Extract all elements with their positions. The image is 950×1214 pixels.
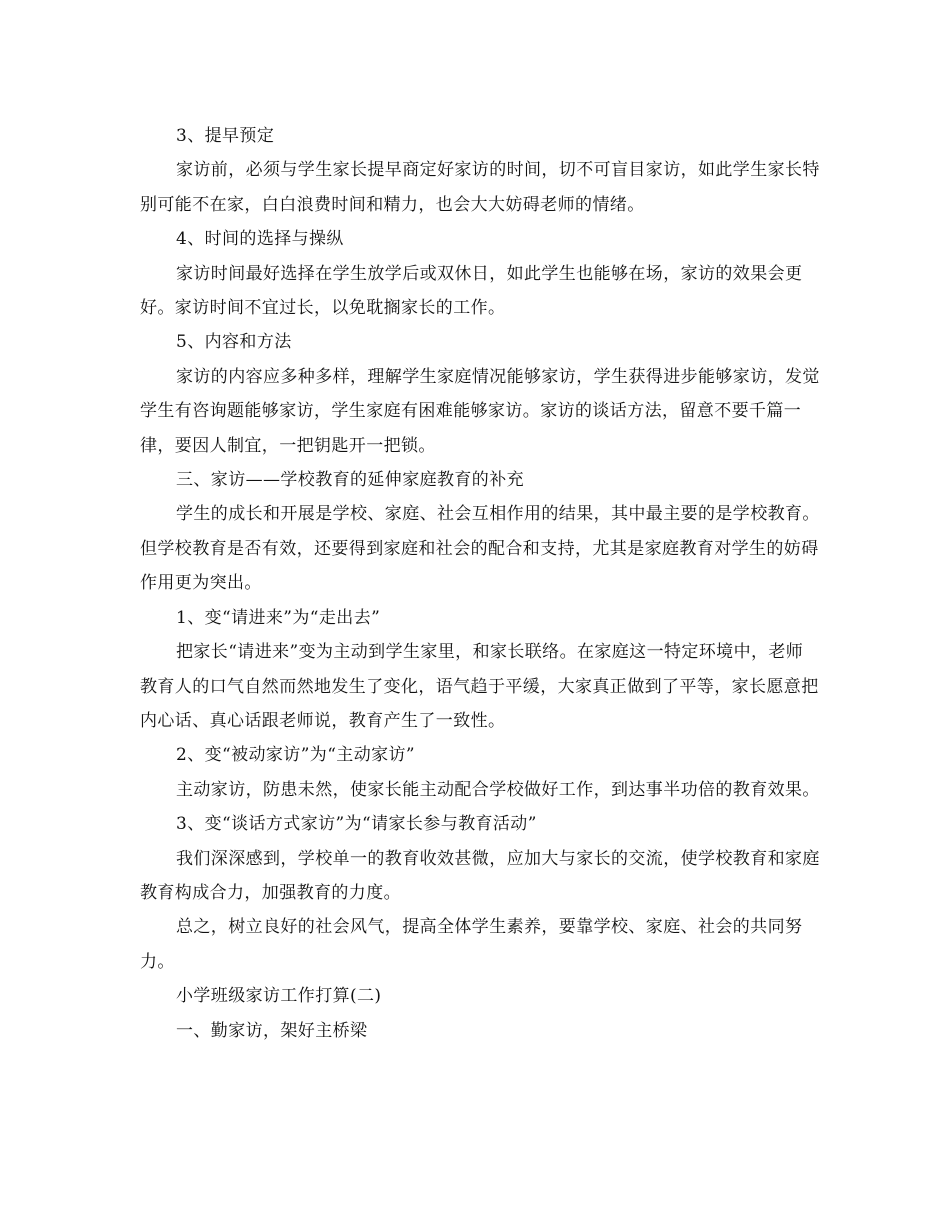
body-paragraph: 主动家访，防患未然，使家长能主动配合学校做好工作，到达事半功倍的教育效果。 xyxy=(176,779,820,800)
body-paragraph: 家访前，必须与学生家长提早商定好家访的时间，切不可盲目家访，如此学生家长特别可能不在家，白白浪费时间和精力，也会大大妨碍老师的情绪。 xyxy=(140,160,820,215)
conclusion-paragraph: 总之，树立良好的社会风气，提高全体学生素养，要靠学校、家庭、社会的共同努力。 xyxy=(140,917,803,972)
subheading-two: 2、变“被动家访”为“主动家访” xyxy=(176,745,415,766)
body-paragraph: 家访的内容应多种多样，理解学生家庭情况能够家访，学生获得进步能够家访，发觉学生有咨询题能够家访，学生家庭有困难能够家访。家访的谈话方法，留意不要千篇一律，要因人制宜，一把钥匙开一把锁。 xyxy=(140,366,820,456)
body-paragraph: 学生的成长和开展是学校、家庭、社会互相作用的结果，其中最主要的是学校教育。但学校教育是否有效，还要得到家庭和社会的配合和支持，尤其是家庭教育对学生的妨碍作用更为突出。 xyxy=(140,504,820,594)
heading-content-method: 5、内容和方法 xyxy=(176,332,292,353)
heading-time-control: 4、时间的选择与操纵 xyxy=(176,229,344,250)
plan-title: 小学班级家访工作打算(二) xyxy=(176,986,382,1007)
body-paragraph: 把家长“请进来”变为主动到学生家里，和家长联络。在家庭这一特定环境中，老师教育人的口气自然而然地发生了变化，语气趋于平缓，大家真正做到了平等，家长愿意把内心话、真心话跟老师说，教育产生了一致性。 xyxy=(140,642,819,731)
body-paragraph: 家访时间最好选择在学生放学后或双休日，如此学生也能够在场，家访的效果会更好。家访时间不宜过长，以免耽搁家长的工作。 xyxy=(140,263,803,319)
document-body xyxy=(140,119,820,1048)
subheading-one: 1、变“请进来”为“走出去” xyxy=(176,607,381,628)
plan-section-heading: 一、勤家访，架好主桥梁 xyxy=(176,1020,368,1041)
heading-advance-booking: 3、提早预定 xyxy=(176,126,275,146)
subheading-three: 3、变“谈话方式家访”为“请家长参与教育活动” xyxy=(176,814,537,835)
section-heading-three: 三、家访——学校教育的延伸家庭教育的补充 xyxy=(176,470,524,491)
body-paragraph: 我们深深感到，学校单一的教育收效甚微，应加大与家长的交流，使学校教育和家庭教育构成合力，加强教育的力度。 xyxy=(140,848,820,903)
